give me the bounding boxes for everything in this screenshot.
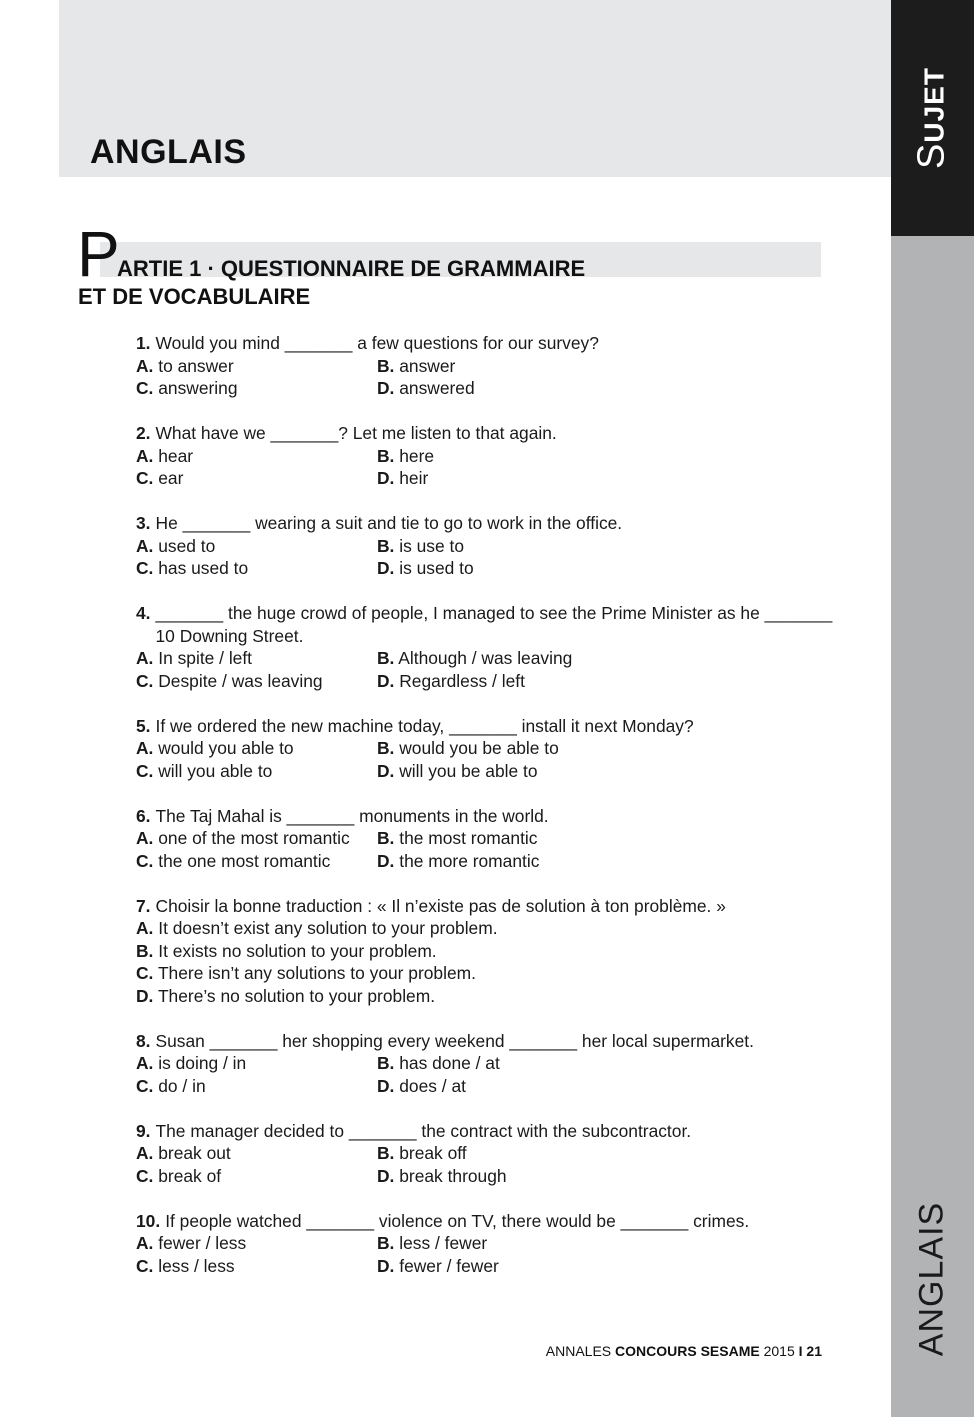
- option-a[interactable]: [136, 355, 377, 378]
- footer-year: 2015: [759, 1343, 799, 1359]
- section-heading-initial: P: [77, 218, 120, 290]
- option-d[interactable]: [136, 985, 836, 1008]
- question-number: 7.: [136, 895, 151, 916]
- option-label: A.: [136, 355, 154, 376]
- option-text: break through: [399, 1165, 507, 1186]
- option-text: break off: [399, 1143, 467, 1163]
- option-label: B.: [377, 738, 395, 758]
- question-text: If we ordered the new machine today, _______ install it next Monday?: [155, 715, 694, 736]
- option-label: A.: [136, 535, 154, 556]
- question-number: 1.: [136, 333, 151, 353]
- option-text: fewer / less: [158, 1233, 247, 1253]
- question-number: 9.: [136, 1120, 151, 1141]
- option-label: C.: [136, 558, 154, 578]
- option-b[interactable]: [377, 737, 618, 760]
- option-label: D.: [136, 985, 154, 1006]
- option-text: will you be able to: [399, 760, 538, 781]
- option-text: There isn’t any solutions to your problem.: [157, 963, 476, 983]
- question-number: 5.: [136, 715, 151, 736]
- option-label: C.: [136, 850, 154, 871]
- question-text: What have we _______? Let me listen to that again.: [155, 423, 557, 443]
- option-a[interactable]: [136, 445, 377, 468]
- option-d[interactable]: [377, 850, 618, 873]
- option-text: ear: [158, 468, 184, 488]
- option-d[interactable]: [377, 377, 618, 400]
- question-list: [136, 332, 836, 1300]
- option-b[interactable]: [377, 355, 618, 378]
- question-number: 4.: [136, 603, 151, 623]
- option-text: the most romantic: [399, 828, 538, 848]
- option-label: D.: [377, 670, 395, 691]
- option-label: C.: [136, 1255, 154, 1276]
- section-heading-line2: ET DE VOCABULAIRE: [78, 284, 311, 309]
- option-label: C.: [136, 468, 154, 488]
- option-c[interactable]: [136, 962, 836, 985]
- option-text: fewer / fewer: [399, 1255, 499, 1276]
- option-text: break out: [158, 1143, 231, 1163]
- page-number: 21: [802, 1343, 822, 1359]
- question-3: [136, 512, 836, 580]
- option-label: B.: [377, 1053, 395, 1073]
- page-title: ANGLAIS: [90, 133, 247, 171]
- option-text: is doing / in: [158, 1053, 247, 1073]
- option-c[interactable]: [136, 467, 377, 490]
- option-text: There’s no solution to your problem.: [157, 985, 436, 1006]
- option-text: is use to: [399, 535, 465, 556]
- option-b[interactable]: [377, 1052, 618, 1075]
- option-text: answering: [158, 378, 238, 398]
- option-c[interactable]: [136, 377, 377, 400]
- option-b[interactable]: [136, 940, 836, 963]
- question-text: The manager decided to _______ the contract with the subcontractor.: [155, 1120, 692, 1141]
- option-c[interactable]: [136, 670, 377, 693]
- option-a[interactable]: [136, 647, 377, 670]
- option-text: break of: [158, 1165, 222, 1186]
- option-d[interactable]: [377, 670, 618, 693]
- option-text: less / fewer: [399, 1233, 488, 1253]
- footer-separator: I: [798, 1343, 803, 1359]
- option-c[interactable]: [136, 850, 377, 873]
- option-text: has done / at: [399, 1053, 500, 1073]
- option-text: would you able to: [158, 738, 294, 758]
- question-number: 10.: [136, 1210, 161, 1231]
- side-label-sujet-rest: UJET: [918, 67, 950, 143]
- option-a[interactable]: [136, 1052, 377, 1075]
- option-d[interactable]: [377, 1075, 618, 1098]
- option-label: C.: [136, 760, 154, 781]
- option-a[interactable]: [136, 535, 377, 558]
- option-text: to answer: [158, 355, 234, 376]
- question-text: If people watched _______ violence on TV, there would be _______ crimes.: [165, 1210, 750, 1231]
- option-text: will you able to: [158, 760, 273, 781]
- question-8: [136, 1030, 836, 1098]
- option-label: D.: [377, 1165, 395, 1186]
- question-10: [136, 1210, 836, 1278]
- option-label: A.: [136, 648, 154, 668]
- question-number: 6.: [136, 805, 151, 826]
- option-b[interactable]: [377, 1142, 618, 1165]
- option-text: used to: [158, 535, 216, 556]
- option-text: answer: [399, 355, 456, 376]
- option-text: It doesn’t exist any solution to your problem.: [158, 918, 498, 938]
- option-label: D.: [377, 378, 395, 398]
- question-2: [136, 422, 836, 490]
- option-b[interactable]: [377, 647, 618, 670]
- option-c[interactable]: [136, 557, 377, 580]
- side-label-sujet: [911, 67, 954, 169]
- option-label: C.: [136, 670, 154, 691]
- option-b[interactable]: [377, 445, 618, 468]
- option-text: the more romantic: [399, 850, 540, 871]
- option-c[interactable]: [136, 1165, 377, 1188]
- option-label: B.: [377, 355, 395, 376]
- option-label: D.: [377, 1255, 395, 1276]
- option-d[interactable]: [377, 557, 618, 580]
- option-a[interactable]: [136, 827, 377, 850]
- option-label: D.: [377, 1075, 395, 1096]
- option-a[interactable]: [136, 917, 836, 940]
- question-number: 2.: [136, 423, 151, 443]
- option-a[interactable]: [136, 1142, 377, 1165]
- section-heading-line1: ARTIE 1 · QUESTIONNAIRE DE GRAMMAIRE: [117, 256, 586, 281]
- option-label: A.: [136, 1143, 154, 1163]
- option-label: C.: [136, 1075, 154, 1096]
- option-c[interactable]: [136, 760, 377, 783]
- option-label: C.: [136, 1165, 154, 1186]
- option-c[interactable]: [136, 1075, 377, 1098]
- question-5: [136, 715, 836, 783]
- option-label: B.: [136, 940, 154, 961]
- option-text: heir: [399, 468, 429, 488]
- option-text: It exists no solution to your problem.: [158, 940, 437, 961]
- option-text: In spite / left: [158, 648, 253, 668]
- question-7: [136, 895, 836, 1008]
- option-b[interactable]: [377, 827, 618, 850]
- option-label: A.: [136, 1053, 154, 1073]
- option-text: Regardless / left: [399, 670, 525, 691]
- option-c[interactable]: [136, 1255, 377, 1278]
- option-label: C.: [136, 378, 154, 398]
- option-text: Although / was leaving: [398, 648, 573, 668]
- question-number: 3.: [136, 513, 151, 533]
- option-b[interactable]: [377, 535, 618, 558]
- option-text: the one most romantic: [158, 850, 331, 871]
- option-b[interactable]: [377, 1232, 618, 1255]
- question-text: The Taj Mahal is _______ monuments in the world.: [155, 805, 549, 826]
- option-label: B.: [377, 1143, 395, 1163]
- option-text: answered: [399, 378, 475, 398]
- page-footer: [546, 1343, 822, 1359]
- option-text: has used to: [158, 558, 249, 578]
- option-text: Despite / was leaving: [158, 670, 323, 691]
- side-label-anglais: ANGLAIS: [912, 1201, 951, 1357]
- question-text: He _______ wearing a suit and tie to go to work in the office.: [155, 513, 623, 533]
- question-1: [136, 332, 836, 400]
- option-label: A.: [136, 445, 154, 466]
- question-text: _______ the huge crowd of people, I managed to see the Prime Minister as he _______ 10 Downing Street.: [155, 603, 833, 646]
- option-text: one of the most romantic: [158, 828, 350, 848]
- footer-brand: CONCOURS SESAME: [615, 1343, 760, 1359]
- question-6: [136, 805, 836, 873]
- side-label-sujet-initial: S: [910, 142, 953, 169]
- option-text: would you be able to: [399, 738, 559, 758]
- option-label: D.: [377, 468, 395, 488]
- option-text: hear: [158, 445, 194, 466]
- option-text: less / less: [158, 1255, 235, 1276]
- option-d[interactable]: [377, 467, 618, 490]
- option-label: A.: [136, 1233, 154, 1253]
- option-label: B.: [377, 648, 395, 668]
- option-label: B.: [377, 828, 395, 848]
- option-label: B.: [377, 445, 395, 466]
- option-a[interactable]: [136, 1232, 377, 1255]
- question-number: 8.: [136, 1030, 151, 1051]
- option-text: does / at: [399, 1075, 466, 1096]
- option-label: D.: [377, 850, 395, 871]
- question-text: Choisir la bonne traduction : « Il n’existe pas de solution à ton problème. »: [155, 895, 726, 916]
- question-4: [136, 602, 836, 692]
- option-label: D.: [377, 558, 395, 578]
- option-label: B.: [377, 535, 395, 556]
- option-d[interactable]: [377, 1255, 618, 1278]
- option-text: here: [399, 445, 435, 466]
- question-text: Susan _______ her shopping every weekend _______ her local supermarket.: [155, 1030, 754, 1051]
- option-d[interactable]: [377, 1165, 618, 1188]
- question-text: Would you mind _______ a few questions for our survey?: [155, 333, 599, 353]
- question-9: [136, 1120, 836, 1188]
- footer-prefix: ANNALES: [545, 1343, 616, 1359]
- option-label: A.: [136, 828, 154, 848]
- option-a[interactable]: [136, 737, 377, 760]
- option-d[interactable]: [377, 760, 618, 783]
- option-label: B.: [377, 1233, 395, 1253]
- option-text: do / in: [158, 1075, 206, 1096]
- option-text: is used to: [399, 558, 474, 578]
- option-label: A.: [136, 738, 154, 758]
- option-label: A.: [136, 918, 154, 938]
- option-label: D.: [377, 760, 395, 781]
- option-label: C.: [136, 963, 154, 983]
